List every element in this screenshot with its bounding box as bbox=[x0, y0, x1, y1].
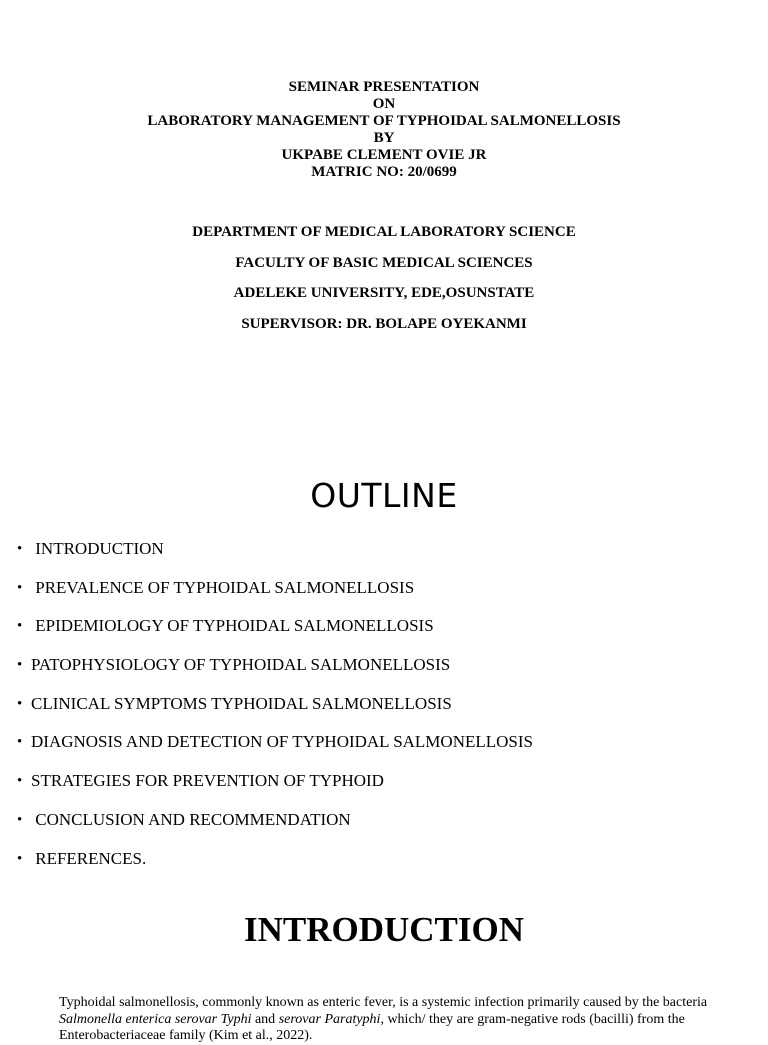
title-block bbox=[0, 79, 768, 181]
outline-item bbox=[17, 770, 533, 809]
title-line: ON bbox=[372, 96, 396, 112]
outline-item bbox=[17, 615, 533, 654]
bullet-icon: • bbox=[17, 618, 23, 635]
outline-item-label: CLINICAL SYMPTOMS TYPHOIDAL SALMONELLOSIS bbox=[31, 693, 452, 713]
bullet-icon: • bbox=[17, 734, 23, 751]
introduction-heading: INTRODUCTION bbox=[243, 910, 525, 949]
outline-item bbox=[17, 693, 533, 732]
intro-text: , which/ they are gram-negative rods (bacilli) from the Enterobacteriaceae family (Kim et al., 2022). bbox=[59, 1011, 685, 1043]
outline-list bbox=[17, 538, 533, 886]
outline-item bbox=[17, 731, 533, 770]
bullet-icon: • bbox=[17, 695, 23, 712]
outline-item bbox=[17, 538, 533, 577]
outline-item bbox=[17, 848, 533, 887]
bullet-icon: • bbox=[17, 811, 23, 828]
outline-heading: OUTLINE bbox=[310, 476, 458, 515]
intro-species-name: Salmonella enterica serovar Typhi bbox=[59, 1011, 252, 1027]
institution-block bbox=[0, 223, 768, 345]
bullet-icon: • bbox=[17, 541, 23, 557]
bullet-icon: • bbox=[17, 579, 23, 596]
bullet-icon: • bbox=[17, 773, 23, 790]
title-line: BY bbox=[373, 130, 395, 146]
title-line: SEMINAR PRESENTATION bbox=[288, 79, 480, 95]
introduction-paragraph bbox=[59, 995, 719, 1045]
supervisor-line: SUPERVISOR: DR. BOLAPE OYEKANMI bbox=[241, 315, 527, 332]
university-line: ADELEKE UNIVERSITY, EDE,OSUNSTATE bbox=[233, 285, 535, 301]
outline-item-label: REFERENCES. bbox=[31, 848, 147, 868]
bullet-icon: • bbox=[17, 657, 23, 674]
title-line: MATRIC NO: 20/0699 bbox=[311, 164, 457, 180]
outline-item bbox=[17, 654, 533, 693]
outline-item-label: CONCLUSION AND RECOMMENDATION bbox=[31, 809, 351, 829]
intro-text: and bbox=[251, 1011, 279, 1027]
outline-item-label: DIAGNOSIS AND DETECTION OF TYPHOIDAL SALMONELLOSIS bbox=[31, 732, 533, 752]
intro-species-name: serovar Paratyphi bbox=[278, 1011, 381, 1027]
outline-item-label: STRATEGIES FOR PREVENTION OF TYPHOID bbox=[31, 771, 384, 791]
title-line: UKPABE CLEMENT OVIE JR bbox=[281, 147, 487, 163]
bullet-icon: • bbox=[17, 850, 23, 867]
outline-item-label: INTRODUCTION bbox=[31, 539, 164, 558]
outline-item bbox=[17, 809, 533, 848]
outline-item-label: EPIDEMIOLOGY OF TYPHOIDAL SALMONELLOSIS bbox=[31, 616, 434, 636]
intro-text: Typhoidal salmonellosis, commonly known as enteric fever, is a systemic infection primarily caused by the bacteria bbox=[59, 995, 708, 1010]
outline-item-label: PREVALENCE OF TYPHOIDAL SALMONELLOSIS bbox=[31, 577, 415, 597]
outline-item bbox=[17, 577, 533, 616]
outline-item-label: PATOPHYSIOLOGY OF TYPHOIDAL SALMONELLOSIS bbox=[31, 655, 451, 675]
department-line: DEPARTMENT OF MEDICAL LABORATORY SCIENCE bbox=[192, 224, 576, 240]
title-line: LABORATORY MANAGEMENT OF TYPHOIDAL SALMONELLOSIS bbox=[147, 113, 621, 129]
faculty-line: FACULTY OF BASIC MEDICAL SCIENCES bbox=[235, 254, 533, 271]
